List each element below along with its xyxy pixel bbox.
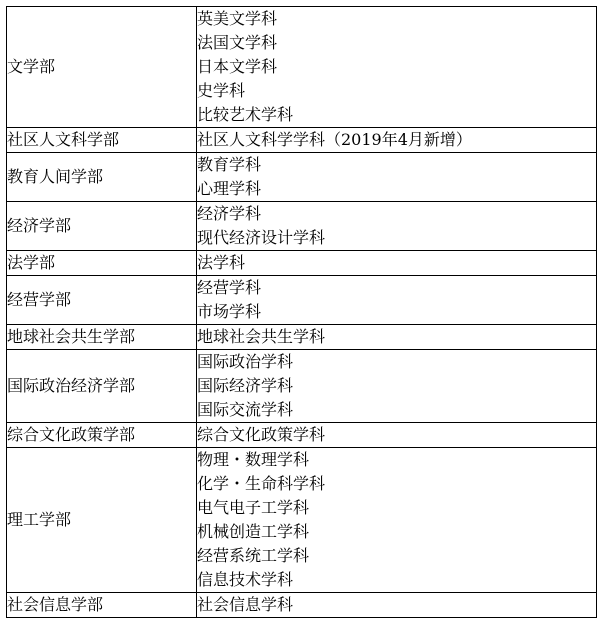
department-name: 社会信息学科 — [197, 595, 294, 614]
department-name: 经营系统工学科 — [197, 546, 310, 565]
department-name: 信息技术学科 — [197, 570, 294, 589]
department-name: 史学科 — [197, 81, 246, 100]
department-list — [197, 251, 597, 276]
faculty-name: 教育人间学部 — [7, 153, 197, 202]
department-name: 社区人文科学学科（2019年4月新增） — [197, 130, 472, 149]
table-row — [7, 202, 597, 251]
table-body — [7, 7, 597, 618]
department-list — [197, 423, 597, 448]
department-list — [197, 276, 597, 325]
department-name: 机械创造工学科 — [197, 522, 310, 541]
department-list — [197, 153, 597, 202]
department-name: 化学・生命科学科 — [197, 474, 326, 493]
department-name: 心理学科 — [197, 179, 262, 198]
faculty-department-table — [6, 6, 597, 618]
department-list — [197, 202, 597, 251]
table-row — [7, 128, 597, 153]
department-name: 法国文学科 — [197, 33, 278, 52]
table-row — [7, 350, 597, 423]
department-name: 物理・数理学科 — [197, 450, 310, 469]
department-list — [197, 7, 597, 128]
faculty-name: 综合文化政策学部 — [7, 423, 197, 448]
table-row — [7, 325, 597, 350]
faculty-name: 经营学部 — [7, 276, 197, 325]
faculty-name: 理工学部 — [7, 448, 197, 593]
department-name: 经济学科 — [197, 204, 262, 223]
department-name: 经营学科 — [197, 278, 262, 297]
department-name: 国际经济学科 — [197, 376, 294, 395]
department-name: 综合文化政策学科 — [197, 425, 326, 444]
faculty-name: 国际政治经济学部 — [7, 350, 197, 423]
table-row — [7, 448, 597, 593]
department-name: 比较艺术学科 — [197, 105, 294, 124]
faculty-name: 法学部 — [7, 251, 197, 276]
department-list — [197, 593, 597, 618]
faculty-name: 文学部 — [7, 7, 197, 128]
faculty-name: 社会信息学部 — [7, 593, 197, 618]
department-name: 法学科 — [197, 253, 246, 272]
department-name: 市场学科 — [197, 302, 262, 321]
department-name: 电气电子工学科 — [197, 498, 310, 517]
faculty-name: 经济学部 — [7, 202, 197, 251]
department-list — [197, 448, 597, 593]
department-name: 地球社会共生学科 — [197, 327, 326, 346]
department-list — [197, 325, 597, 350]
table-row — [7, 276, 597, 325]
department-name: 国际政治学科 — [197, 352, 294, 371]
faculty-name: 地球社会共生学部 — [7, 325, 197, 350]
table-row — [7, 423, 597, 448]
department-list — [197, 350, 597, 423]
table-row — [7, 7, 597, 128]
table-row — [7, 251, 597, 276]
department-list — [197, 128, 597, 153]
faculty-name: 社区人文科学部 — [7, 128, 197, 153]
department-name: 日本文学科 — [197, 57, 278, 76]
table-row — [7, 593, 597, 618]
department-name: 国际交流学科 — [197, 400, 294, 419]
department-name: 教育学科 — [197, 155, 262, 174]
table-row — [7, 153, 597, 202]
department-name: 英美文学科 — [197, 9, 278, 28]
department-name: 现代经济设计学科 — [197, 228, 326, 247]
